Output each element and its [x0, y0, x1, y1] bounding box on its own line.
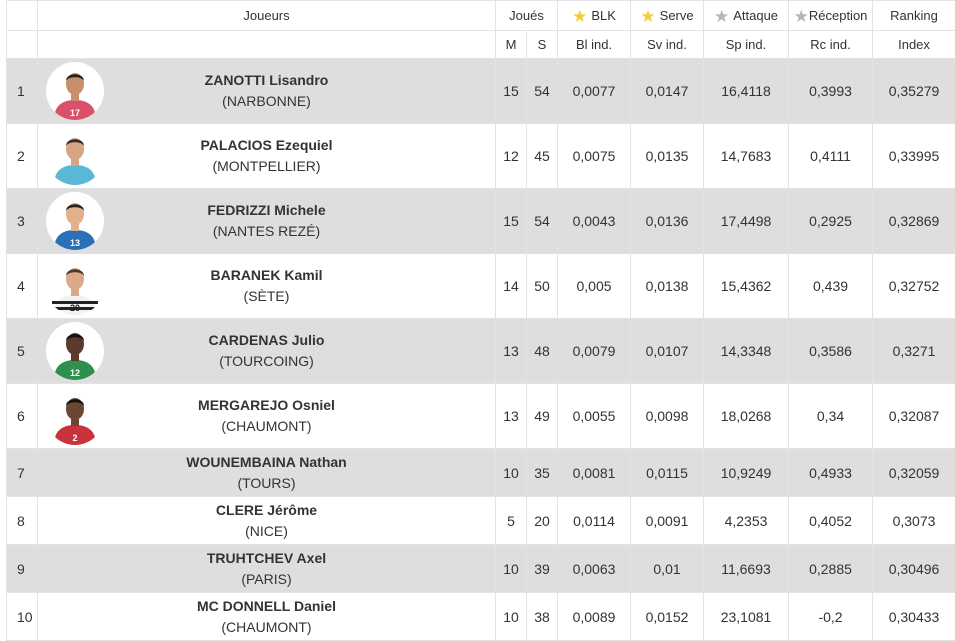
star-grey-icon: ★: [794, 10, 809, 23]
player-club: (CHAUMONT): [38, 416, 495, 437]
table-row[interactable]: [7, 384, 955, 449]
reception-ind-cell: -0,2: [789, 593, 873, 641]
svg-text:12: 12: [70, 368, 80, 378]
header-blk[interactable]: [558, 1, 631, 31]
sets-cell: 50: [527, 254, 558, 319]
serve-ind-cell: 0,0147: [631, 59, 704, 124]
matches-cell: 10: [496, 449, 527, 497]
attack-ind-cell: 11,6693: [704, 545, 789, 593]
player-club: (CHAUMONT): [38, 617, 495, 638]
player-cell[interactable]: [38, 384, 496, 449]
blk-ind-cell: 0,005: [558, 254, 631, 319]
ranking-table: [6, 0, 955, 641]
reception-ind-cell: 0,4052: [789, 497, 873, 545]
index-cell: 0,3271: [873, 319, 955, 384]
player-club: (TOURS): [38, 473, 495, 494]
svg-text:20: 20: [70, 303, 80, 313]
avatar: [46, 62, 104, 120]
index-cell: 0,32059: [873, 449, 955, 497]
subheader-s[interactable]: S: [527, 31, 558, 59]
subheader-sp-ind[interactable]: Sp ind.: [704, 31, 789, 59]
svg-text:13: 13: [70, 238, 80, 248]
sets-cell: 49: [527, 384, 558, 449]
reception-ind-cell: 0,34: [789, 384, 873, 449]
rank-cell: 8: [7, 497, 38, 545]
player-cell[interactable]: [38, 189, 496, 254]
reception-ind-cell: 0,4111: [789, 124, 873, 189]
table-row[interactable]: [7, 497, 955, 545]
index-cell: 0,33995: [873, 124, 955, 189]
player-cell[interactable]: [38, 449, 496, 497]
player-club: (MONTPELLIER): [38, 156, 495, 177]
svg-text:2: 2: [72, 433, 77, 443]
attack-ind-cell: 23,1081: [704, 593, 789, 641]
svg-text:17: 17: [70, 108, 80, 118]
attack-ind-cell: 17,4498: [704, 189, 789, 254]
reception-ind-cell: 0,2925: [789, 189, 873, 254]
matches-cell: 13: [496, 384, 527, 449]
player-cell[interactable]: [38, 319, 496, 384]
reception-ind-cell: 0,439: [789, 254, 873, 319]
player-club: (NARBONNE): [38, 91, 495, 112]
player-club: (NICE): [38, 521, 495, 542]
header-blank: [7, 1, 38, 31]
index-cell: 0,32087: [873, 384, 955, 449]
avatar: [46, 387, 104, 445]
player-name[interactable]: CARDENAS Julio: [38, 330, 495, 351]
subheader-blank: [7, 31, 38, 59]
rank-cell: 7: [7, 449, 38, 497]
sets-cell: 54: [527, 189, 558, 254]
rank-cell: 6: [7, 384, 38, 449]
serve-ind-cell: 0,0115: [631, 449, 704, 497]
player-club: (NANTES REZÉ): [38, 221, 495, 242]
serve-ind-cell: 0,01: [631, 545, 704, 593]
player-club: (SÈTE): [38, 286, 495, 307]
star-grey-icon: ★: [714, 10, 729, 23]
header-attack-label: Attaque: [733, 8, 778, 23]
table-row[interactable]: [7, 254, 955, 319]
table-row[interactable]: [7, 449, 955, 497]
player-name[interactable]: CLERE Jérôme: [38, 500, 495, 521]
blk-ind-cell: 0,0114: [558, 497, 631, 545]
serve-ind-cell: 0,0091: [631, 497, 704, 545]
rank-cell: 1: [7, 59, 38, 124]
index-cell: 0,3073: [873, 497, 955, 545]
player-name[interactable]: MERGAREJO Osniel: [38, 395, 495, 416]
blk-ind-cell: 0,0077: [558, 59, 631, 124]
matches-cell: 14: [496, 254, 527, 319]
blk-ind-cell: 0,0079: [558, 319, 631, 384]
header-players[interactable]: Joueurs: [38, 1, 496, 31]
matches-cell: 15: [496, 59, 527, 124]
attack-ind-cell: 14,3348: [704, 319, 789, 384]
reception-ind-cell: 0,3993: [789, 59, 873, 124]
sets-cell: 54: [527, 59, 558, 124]
subheader-rc-ind[interactable]: Rc ind.: [789, 31, 873, 59]
avatar: [46, 257, 104, 315]
player-club: (PARIS): [38, 569, 495, 590]
player-name[interactable]: FEDRIZZI Michele: [38, 200, 495, 221]
attack-ind-cell: 14,7683: [704, 124, 789, 189]
subheader-m[interactable]: M: [496, 31, 527, 59]
serve-ind-cell: 0,0152: [631, 593, 704, 641]
header-played[interactable]: Joués: [496, 1, 558, 31]
header-reception-label: Réception: [809, 8, 868, 23]
blk-ind-cell: 0,0043: [558, 189, 631, 254]
player-name[interactable]: ZANOTTI Lisandro: [38, 70, 495, 91]
player-cell[interactable]: [38, 497, 496, 545]
index-cell: 0,32869: [873, 189, 955, 254]
reception-ind-cell: 0,4933: [789, 449, 873, 497]
matches-cell: 5: [496, 497, 527, 545]
serve-ind-cell: 0,0136: [631, 189, 704, 254]
blk-ind-cell: 0,0081: [558, 449, 631, 497]
index-cell: 0,30433: [873, 593, 955, 641]
avatar: [46, 127, 104, 185]
header-ranking[interactable]: Ranking: [873, 1, 955, 31]
attack-ind-cell: 18,0268: [704, 384, 789, 449]
matches-cell: 13: [496, 319, 527, 384]
reception-ind-cell: 0,3586: [789, 319, 873, 384]
serve-ind-cell: 0,0135: [631, 124, 704, 189]
player-name[interactable]: BARANEK Kamil: [38, 265, 495, 286]
table-row[interactable]: [7, 593, 955, 641]
subheader-blank-players: [38, 31, 496, 59]
table-row[interactable]: [7, 319, 955, 384]
index-cell: 0,30496: [873, 545, 955, 593]
sets-cell: 38: [527, 593, 558, 641]
star-gold-icon: ★: [572, 10, 587, 23]
index-cell: 0,35279: [873, 59, 955, 124]
serve-ind-cell: 0,0138: [631, 254, 704, 319]
star-gold-icon: ★: [640, 10, 655, 23]
player-cell[interactable]: [38, 59, 496, 124]
blk-ind-cell: 0,0075: [558, 124, 631, 189]
subheader-index[interactable]: Index: [873, 31, 955, 59]
reception-ind-cell: 0,2885: [789, 545, 873, 593]
index-cell: 0,32752: [873, 254, 955, 319]
player-name[interactable]: MC DONNELL Daniel: [38, 596, 495, 617]
sets-cell: 20: [527, 497, 558, 545]
rank-cell: 10: [7, 593, 38, 641]
matches-cell: 10: [496, 593, 527, 641]
header-attack[interactable]: [704, 1, 789, 31]
sets-cell: 45: [527, 124, 558, 189]
header-row-subcolumns: [7, 31, 955, 59]
player-club: (TOURCOING): [38, 351, 495, 372]
table-row[interactable]: [7, 59, 955, 124]
rank-cell: 3: [7, 189, 38, 254]
header-blk-label: BLK: [591, 8, 616, 23]
rank-cell: 2: [7, 124, 38, 189]
rank-cell: 9: [7, 545, 38, 593]
player-name[interactable]: TRUHTCHEV Axel: [38, 548, 495, 569]
avatar: [46, 192, 104, 250]
table-row[interactable]: [7, 189, 955, 254]
blk-ind-cell: 0,0089: [558, 593, 631, 641]
attack-ind-cell: 15,4362: [704, 254, 789, 319]
subheader-sv-ind[interactable]: Sv ind.: [631, 31, 704, 59]
rank-cell: 5: [7, 319, 38, 384]
sets-cell: 35: [527, 449, 558, 497]
sets-cell: 39: [527, 545, 558, 593]
table-row[interactable]: [7, 545, 955, 593]
rank-cell: 4: [7, 254, 38, 319]
sets-cell: 48: [527, 319, 558, 384]
matches-cell: 12: [496, 124, 527, 189]
player-cell[interactable]: [38, 124, 496, 189]
player-name[interactable]: WOUNEMBAINA Nathan: [38, 452, 495, 473]
player-name[interactable]: PALACIOS Ezequiel: [38, 135, 495, 156]
serve-ind-cell: 0,0098: [631, 384, 704, 449]
player-cell[interactable]: [38, 593, 496, 641]
blk-ind-cell: 0,0055: [558, 384, 631, 449]
matches-cell: 15: [496, 189, 527, 254]
header-reception[interactable]: [789, 1, 873, 31]
matches-cell: 10: [496, 545, 527, 593]
attack-ind-cell: 4,2353: [704, 497, 789, 545]
subheader-bl-ind[interactable]: Bl ind.: [558, 31, 631, 59]
player-cell[interactable]: [38, 545, 496, 593]
header-row-groups: [7, 1, 955, 31]
serve-ind-cell: 0,0107: [631, 319, 704, 384]
attack-ind-cell: 10,9249: [704, 449, 789, 497]
table-row[interactable]: [7, 124, 955, 189]
avatar: [46, 322, 104, 380]
attack-ind-cell: 16,4118: [704, 59, 789, 124]
header-serve[interactable]: [631, 1, 704, 31]
blk-ind-cell: 0,0063: [558, 545, 631, 593]
header-serve-label: Serve: [660, 8, 694, 23]
player-cell[interactable]: [38, 254, 496, 319]
